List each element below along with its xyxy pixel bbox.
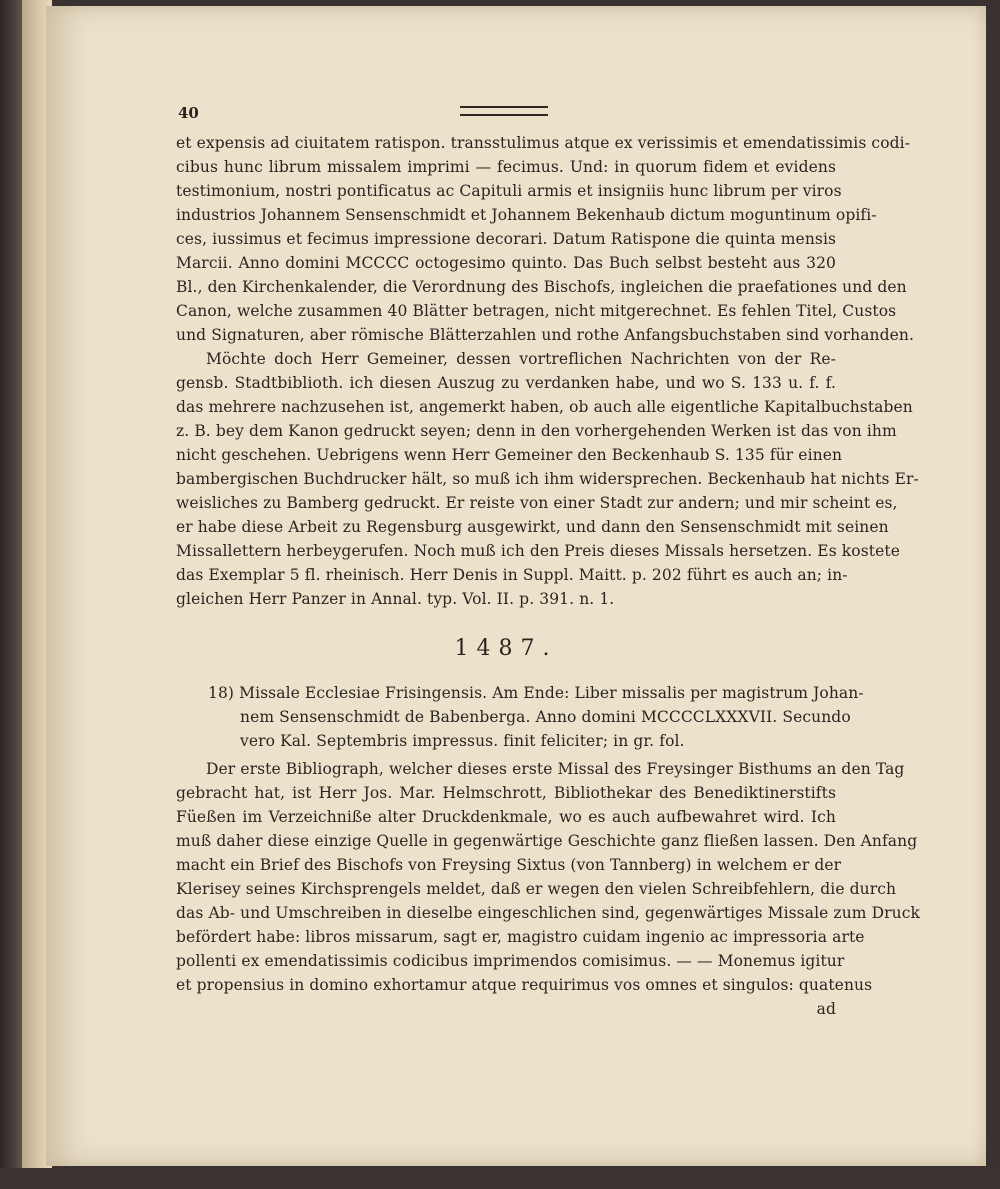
header-ornament-rule bbox=[460, 106, 548, 116]
text-line: macht ein Brief des Bischofs von Freysing Sixtus (von Tannberg) in welchem er der bbox=[176, 856, 842, 874]
text-line: Möchte doch Herr Gemeiner, dessen vortreflichen Nachrichten von der Re- bbox=[206, 350, 836, 368]
entry-line: 18) Missale Ecclesiae Frisingensis. Am Ende: Liber missalis per magistrum Johan- bbox=[208, 684, 864, 702]
text-line: gebracht hat, ist Herr Jos. Mar. Helmschrott, Bibliothekar des Benediktinerstifts bbox=[176, 784, 836, 802]
text-line: z. B. bey dem Kanon gedruckt seyen; denn in den vorhergehenden Werken ist das von ihm bbox=[176, 422, 897, 440]
text-line: Missallettern herbeygerufen. Noch muß ich den Preis dieses Missals hersetzen. Es kostete bbox=[176, 542, 900, 560]
text-line: nicht geschehen. Uebrigens wenn Herr Gemeiner den Beckenhaub S. 135 für einen bbox=[176, 446, 843, 464]
text-line: Der erste Bibliograph, welcher dieses erste Missal des Freysinger Bisthums an den Tag bbox=[206, 760, 905, 778]
text-line: Klerisey seines Kirchsprengels meldet, daß er wegen den vielen Schreibfehlern, die durch bbox=[176, 880, 897, 898]
text-line: das mehrere nachzusehen ist, angemerkt haben, ob auch alle eigentliche Kapitalbuchstaben bbox=[176, 398, 913, 416]
text-line: ces, iussimus et fecimus impressione decorari. Datum Ratispone die quinta mensis bbox=[176, 230, 837, 248]
scan-background-strip bbox=[0, 1168, 1000, 1189]
text-line: industrios Johannem Sensenschmidt et Johannem Bekenhaub dictum moguntinum opifi- bbox=[176, 206, 877, 224]
text-line: Bl., den Kirchenkalender, die Verordnung des Bischofs, ingleichen die praefationes und den bbox=[176, 278, 907, 296]
text-line: weisliches zu Bamberg gedruckt. Er reiste von einer Stadt zur andern; und mir scheint es, bbox=[176, 494, 898, 512]
text-line: muß daher diese einzige Quelle in gegenwärtige Geschichte ganz fließen lassen. Den Anfang bbox=[176, 832, 918, 850]
text-line: Marcii. Anno domini MCCCC octogesimo quinto. Das Buch selbst besteht aus 320 bbox=[176, 254, 836, 272]
entry-line: vero Kal. Septembris impressus. finit feliciter; in gr. fol. bbox=[240, 732, 685, 750]
text-line: testimonium, nostri pontificatus ac Capituli armis et insigniis hunc librum per viros bbox=[176, 182, 842, 200]
text-line: das Exemplar 5 fl. rheinisch. Herr Denis in Suppl. Maitt. p. 202 führt es auch an; in- bbox=[176, 566, 848, 584]
text-line: gensb. Stadtbiblioth. ich diesen Auszug zu verdanken habe, und wo S. 133 u. f. f. bbox=[176, 374, 836, 392]
text-line: bambergischen Buchdrucker hält, so muß ich ihm widersprechen. Beckenhaub hat nichts Er- bbox=[176, 470, 919, 488]
text-line: und Signaturen, aber römische Blätterzahlen und rothe Anfangsbuchstaben sind vorhanden. bbox=[176, 326, 915, 344]
text-line: et propensius in domino exhortamur atque requirimus vos omnes et singulos: quatenus bbox=[176, 976, 873, 994]
text-line: Canon, welche zusammen 40 Blätter betragen, nicht mitgerechnet. Es fehlen Titel, Custos bbox=[176, 302, 897, 320]
page-number: 40 bbox=[178, 104, 199, 122]
year-heading: 1487. bbox=[454, 636, 558, 661]
text-line: er habe diese Arbeit zu Regensburg ausgewirkt, und dann den Sensenschmidt mit seinen bbox=[176, 518, 889, 536]
text-line: befördert habe: libros missarum, sagt er, magistro cuidam ingenio ac impressoria arte bbox=[176, 928, 865, 946]
text-line: pollenti ex emendatissimis codicibus imprimendos comisimus. — — Monemus igitur bbox=[176, 952, 845, 970]
text-line: Füeßen im Verzeichniße alter Druckdenkmale, wo es auch aufbewahret wird. Ich bbox=[176, 808, 836, 826]
text-line: gleichen Herr Panzer in Annal. typ. Vol. II. p. 391. n. 1. bbox=[176, 590, 615, 608]
text-line: cibus hunc librum missalem imprimi — fecimus. Und: in quorum fidem et evidens bbox=[176, 158, 836, 176]
entry-line: nem Sensenschmidt de Babenberga. Anno domini MCCCCLXXXVII. Secundo bbox=[240, 708, 851, 726]
catchword: ad bbox=[816, 1000, 836, 1018]
text-line: et expensis ad ciuitatem ratispon. transstulimus atque ex verissimis et emendatissimis codi- bbox=[176, 134, 911, 152]
text-line: das Ab- und Umschreiben in dieselbe eingeschlichen sind, gegenwärtiges Missale zum Druck bbox=[176, 904, 920, 922]
